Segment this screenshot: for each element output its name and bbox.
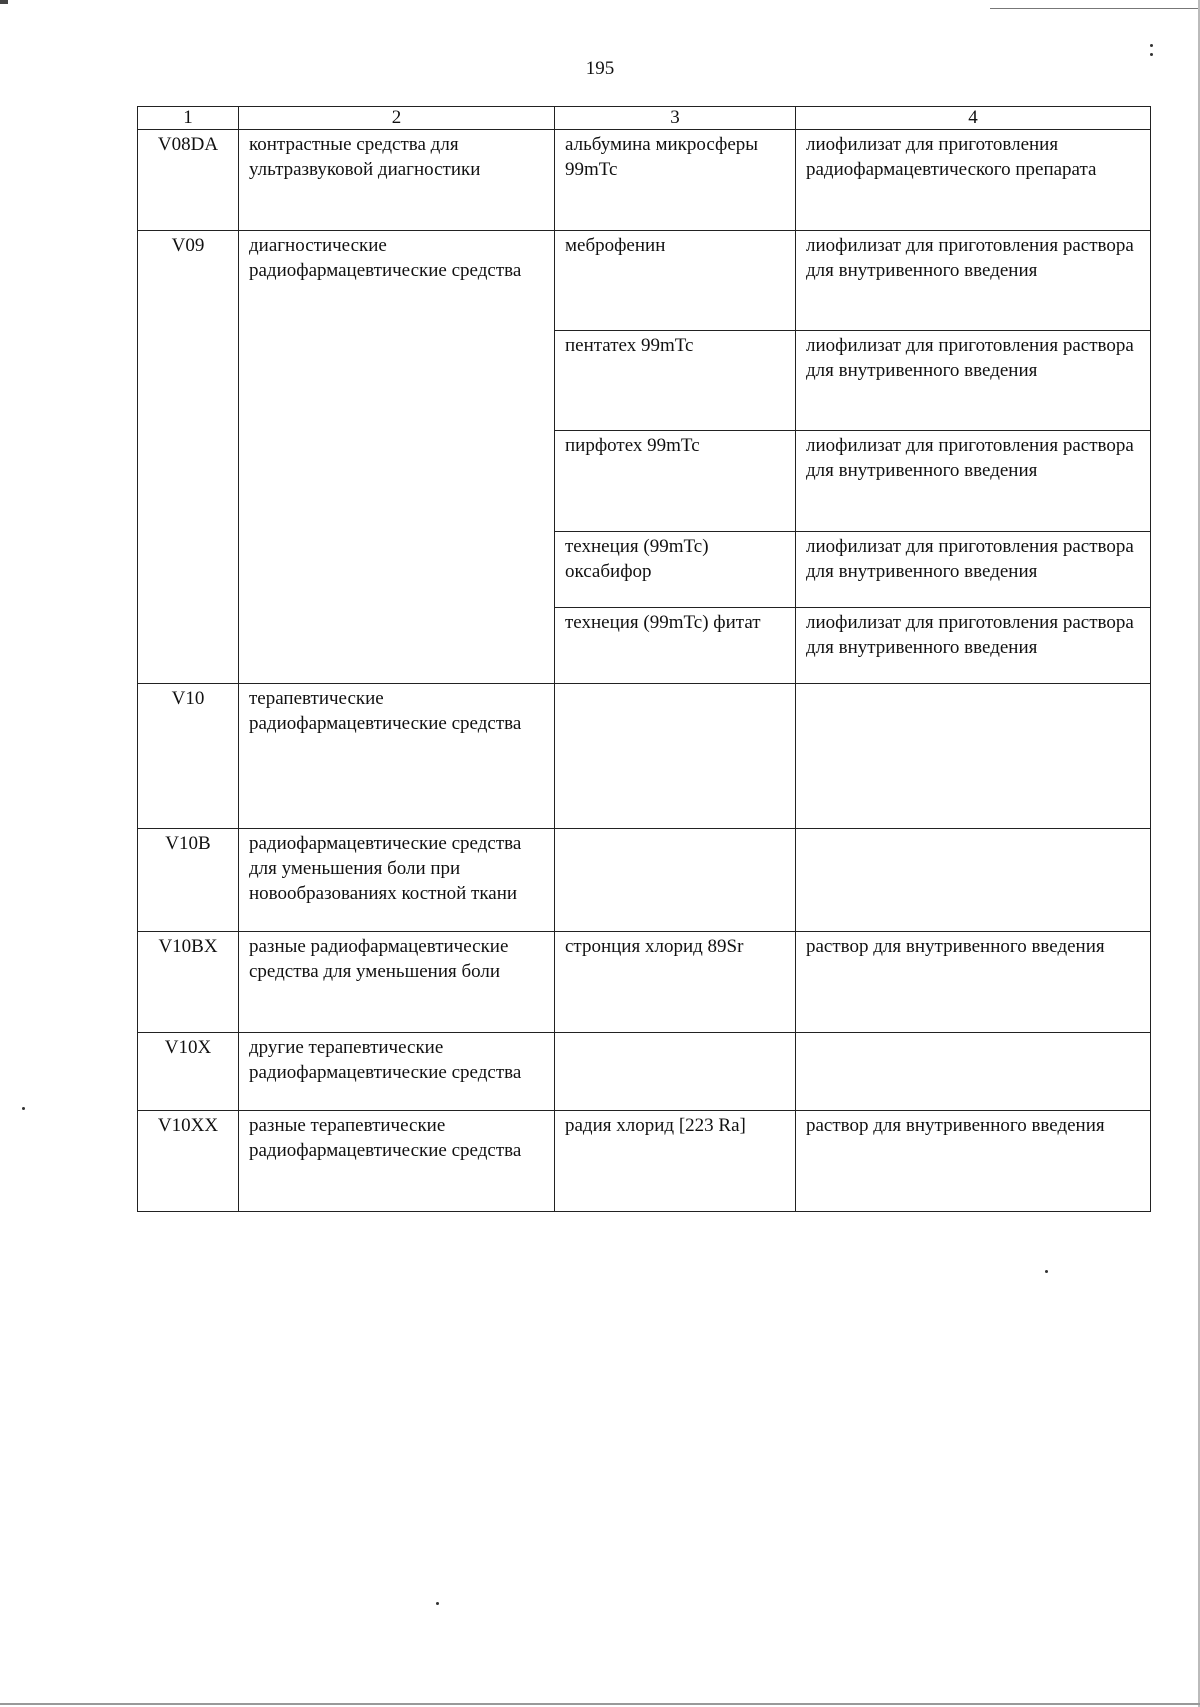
atc-code-cell: V10XX	[138, 1111, 239, 1212]
column-header: 2	[239, 107, 555, 130]
form-cell	[796, 1033, 1151, 1111]
drug-cell	[555, 829, 796, 932]
drug-cell: меброфенин	[555, 231, 796, 331]
atc-code-cell: V10X	[138, 1033, 239, 1111]
scan-speck	[1150, 53, 1153, 56]
form-cell: раствор для внутривенного введения	[796, 1111, 1151, 1212]
drug-cell: радия хлорид [223 Ra]	[555, 1111, 796, 1212]
form-cell	[796, 684, 1151, 829]
scan-speck	[1150, 44, 1153, 47]
drug-cell	[555, 684, 796, 829]
column-header: 3	[555, 107, 796, 130]
form-cell: раствор для внутривенного введения	[796, 932, 1151, 1033]
atc-code-cell: V10	[138, 684, 239, 829]
table-header-row	[138, 107, 1151, 130]
drug-classification-table	[137, 106, 1151, 1212]
page-number: 195	[585, 58, 615, 79]
form-cell: лиофилизат для приготовления радиофармацевтического препарата	[796, 130, 1151, 231]
drug-cell: пентатех 99mTc	[555, 331, 796, 431]
group-cell: разные радиофармацевтические средства для уменьшения боли	[239, 932, 555, 1033]
scan-edge-line	[990, 8, 1200, 9]
column-header: 1	[138, 107, 239, 130]
group-cell: контрастные средства для ультразвуковой диагностики	[239, 130, 555, 231]
table-row	[138, 1033, 1151, 1111]
atc-code-cell: V10BX	[138, 932, 239, 1033]
column-header: 4	[796, 107, 1151, 130]
atc-code-cell: V08DA	[138, 130, 239, 231]
drug-cell: стронция хлорид 89Sr	[555, 932, 796, 1033]
table-row	[138, 1111, 1151, 1212]
form-cell: лиофилизат для приготовления раствора для внутривенного введения	[796, 532, 1151, 608]
table-row	[138, 932, 1151, 1033]
scan-edge-mark	[0, 0, 8, 4]
form-cell	[796, 829, 1151, 932]
scan-speck	[1045, 1270, 1048, 1273]
atc-code-cell: V10B	[138, 829, 239, 932]
table-row	[138, 130, 1151, 231]
drug-cell: пирфотех 99mTc	[555, 431, 796, 532]
scan-edge-line	[0, 1703, 1200, 1705]
drug-cell	[555, 1033, 796, 1111]
group-cell: диагностические радиофармацевтические средства	[239, 231, 555, 684]
drug-cell: технеция (99mTc) фитат	[555, 608, 796, 684]
scan-speck	[436, 1602, 439, 1605]
table-row	[138, 829, 1151, 932]
table-row	[138, 684, 1151, 829]
form-cell: лиофилизат для приготовления раствора для внутривенного введения	[796, 331, 1151, 431]
group-cell: другие терапевтические радиофармацевтические средства	[239, 1033, 555, 1111]
group-cell: разные терапевтические радиофармацевтические средства	[239, 1111, 555, 1212]
drug-cell: технеция (99mTc) оксабифор	[555, 532, 796, 608]
drug-cell: альбумина микросферы 99mTc	[555, 130, 796, 231]
group-cell: радиофармацевтические средства для уменьшения боли при новообразованиях костной ткани	[239, 829, 555, 932]
group-cell: терапевтические радиофармацевтические средства	[239, 684, 555, 829]
form-cell: лиофилизат для приготовления раствора для внутривенного введения	[796, 431, 1151, 532]
scan-speck	[22, 1107, 25, 1110]
table-row	[138, 231, 1151, 331]
form-cell: лиофилизат для приготовления раствора для внутривенного введения	[796, 231, 1151, 331]
form-cell: лиофилизат для приготовления раствора для внутривенного введения	[796, 608, 1151, 684]
atc-code-cell: V09	[138, 231, 239, 684]
